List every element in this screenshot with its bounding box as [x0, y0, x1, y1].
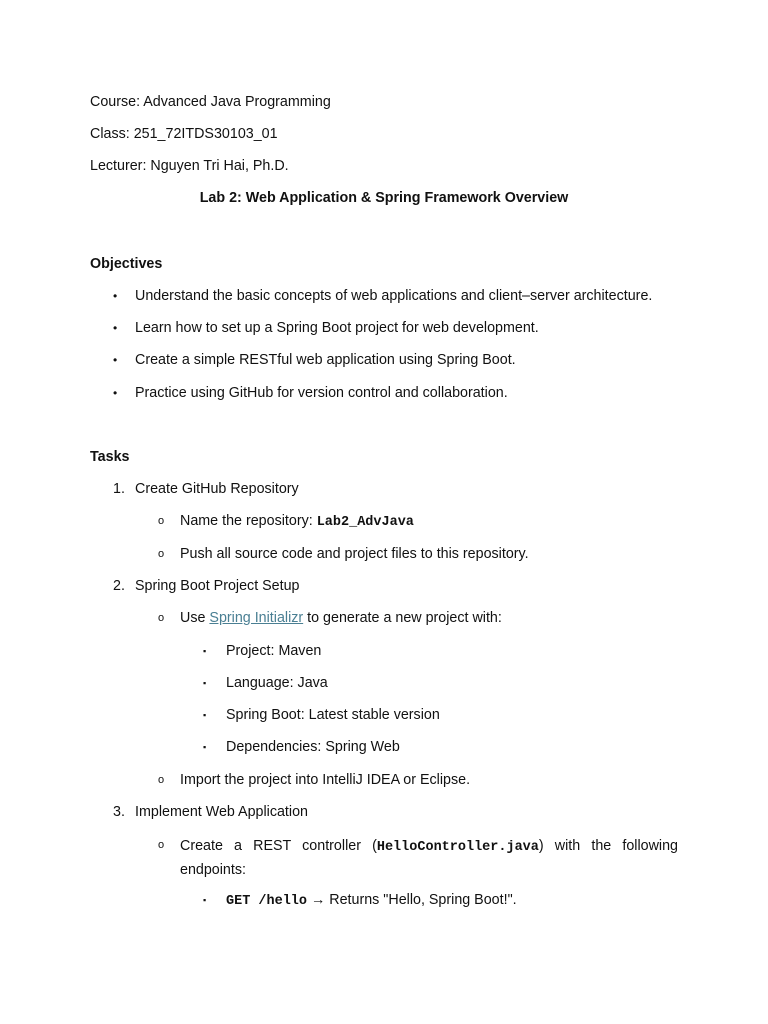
step-text: ) with the following endpoints: — [180, 838, 679, 878]
square-marker: ▪ — [203, 742, 207, 752]
circle-marker: o — [158, 548, 165, 560]
tasks-heading: Tasks — [90, 449, 130, 465]
task-3-step-controller — [180, 835, 678, 881]
step-text: to generate a new project with: — [303, 610, 502, 626]
bullet-marker: • — [113, 353, 118, 367]
bullet-marker: • — [113, 321, 118, 335]
repo-name-code: Lab2_AdvJava — [316, 515, 414, 530]
task-2-step-initializr — [180, 608, 502, 628]
objective-item: Practice using GitHub for version control and collaboration. — [135, 385, 508, 401]
square-marker: ▪ — [203, 646, 207, 656]
task-2-label: Spring Boot Project Setup — [135, 578, 300, 594]
endpoint-hello — [226, 890, 517, 912]
bullet-marker: • — [113, 289, 118, 303]
lab-title: Lab 2: Web Application & Spring Framework Overview — [199, 190, 569, 206]
task-2-step-import: Import the project into IntelliJ IDEA or Eclipse. — [180, 772, 471, 788]
step-text: Create a REST controller ( — [180, 838, 377, 854]
task-3-label: Implement Web Application — [135, 804, 308, 820]
task-number: 1. — [113, 481, 125, 497]
task-1-step-name-repo — [180, 511, 414, 533]
objective-item: Learn how to set up a Spring Boot project for web development. — [135, 320, 539, 336]
project-option: Language: Java — [226, 675, 328, 691]
task-1-step-push: Push all source code and project files to this repository. — [180, 546, 529, 562]
step-text: Name the repository: — [180, 513, 317, 529]
course-line: Course: Advanced Java Programming — [90, 94, 331, 110]
task-number: 2. — [113, 578, 125, 594]
class-line: Class: 251_72ITDS30103_01 — [90, 126, 278, 142]
spring-initializr-link[interactable]: Spring Initializr — [209, 610, 304, 626]
circle-marker: o — [158, 612, 165, 624]
task-number: 3. — [113, 804, 125, 820]
objective-item: Create a simple RESTful web application using Spring Boot. — [135, 352, 516, 368]
lecturer-line: Lecturer: Nguyen Tri Hai, Ph.D. — [90, 158, 289, 174]
square-marker: ▪ — [203, 678, 207, 688]
square-marker: ▪ — [203, 710, 207, 720]
objective-item: Understand the basic concepts of web applications and client–server architecture. — [135, 288, 653, 304]
circle-marker: o — [158, 515, 165, 527]
endpoint-description: → Returns "Hello, Spring Boot!". — [307, 892, 517, 908]
task-1-label: Create GitHub Repository — [135, 481, 299, 497]
circle-marker: o — [158, 774, 165, 786]
step-text: Use — [180, 610, 210, 626]
project-option: Dependencies: Spring Web — [226, 739, 400, 755]
controller-file-code: HelloController.java — [376, 840, 539, 855]
project-option: Project: Maven — [226, 643, 322, 659]
project-option: Spring Boot: Latest stable version — [226, 707, 440, 723]
circle-marker: o — [158, 839, 165, 851]
endpoint-code: GET /hello — [226, 894, 308, 909]
bullet-marker: • — [113, 386, 118, 400]
objectives-heading: Objectives — [90, 256, 163, 272]
square-marker: ▪ — [203, 895, 207, 905]
